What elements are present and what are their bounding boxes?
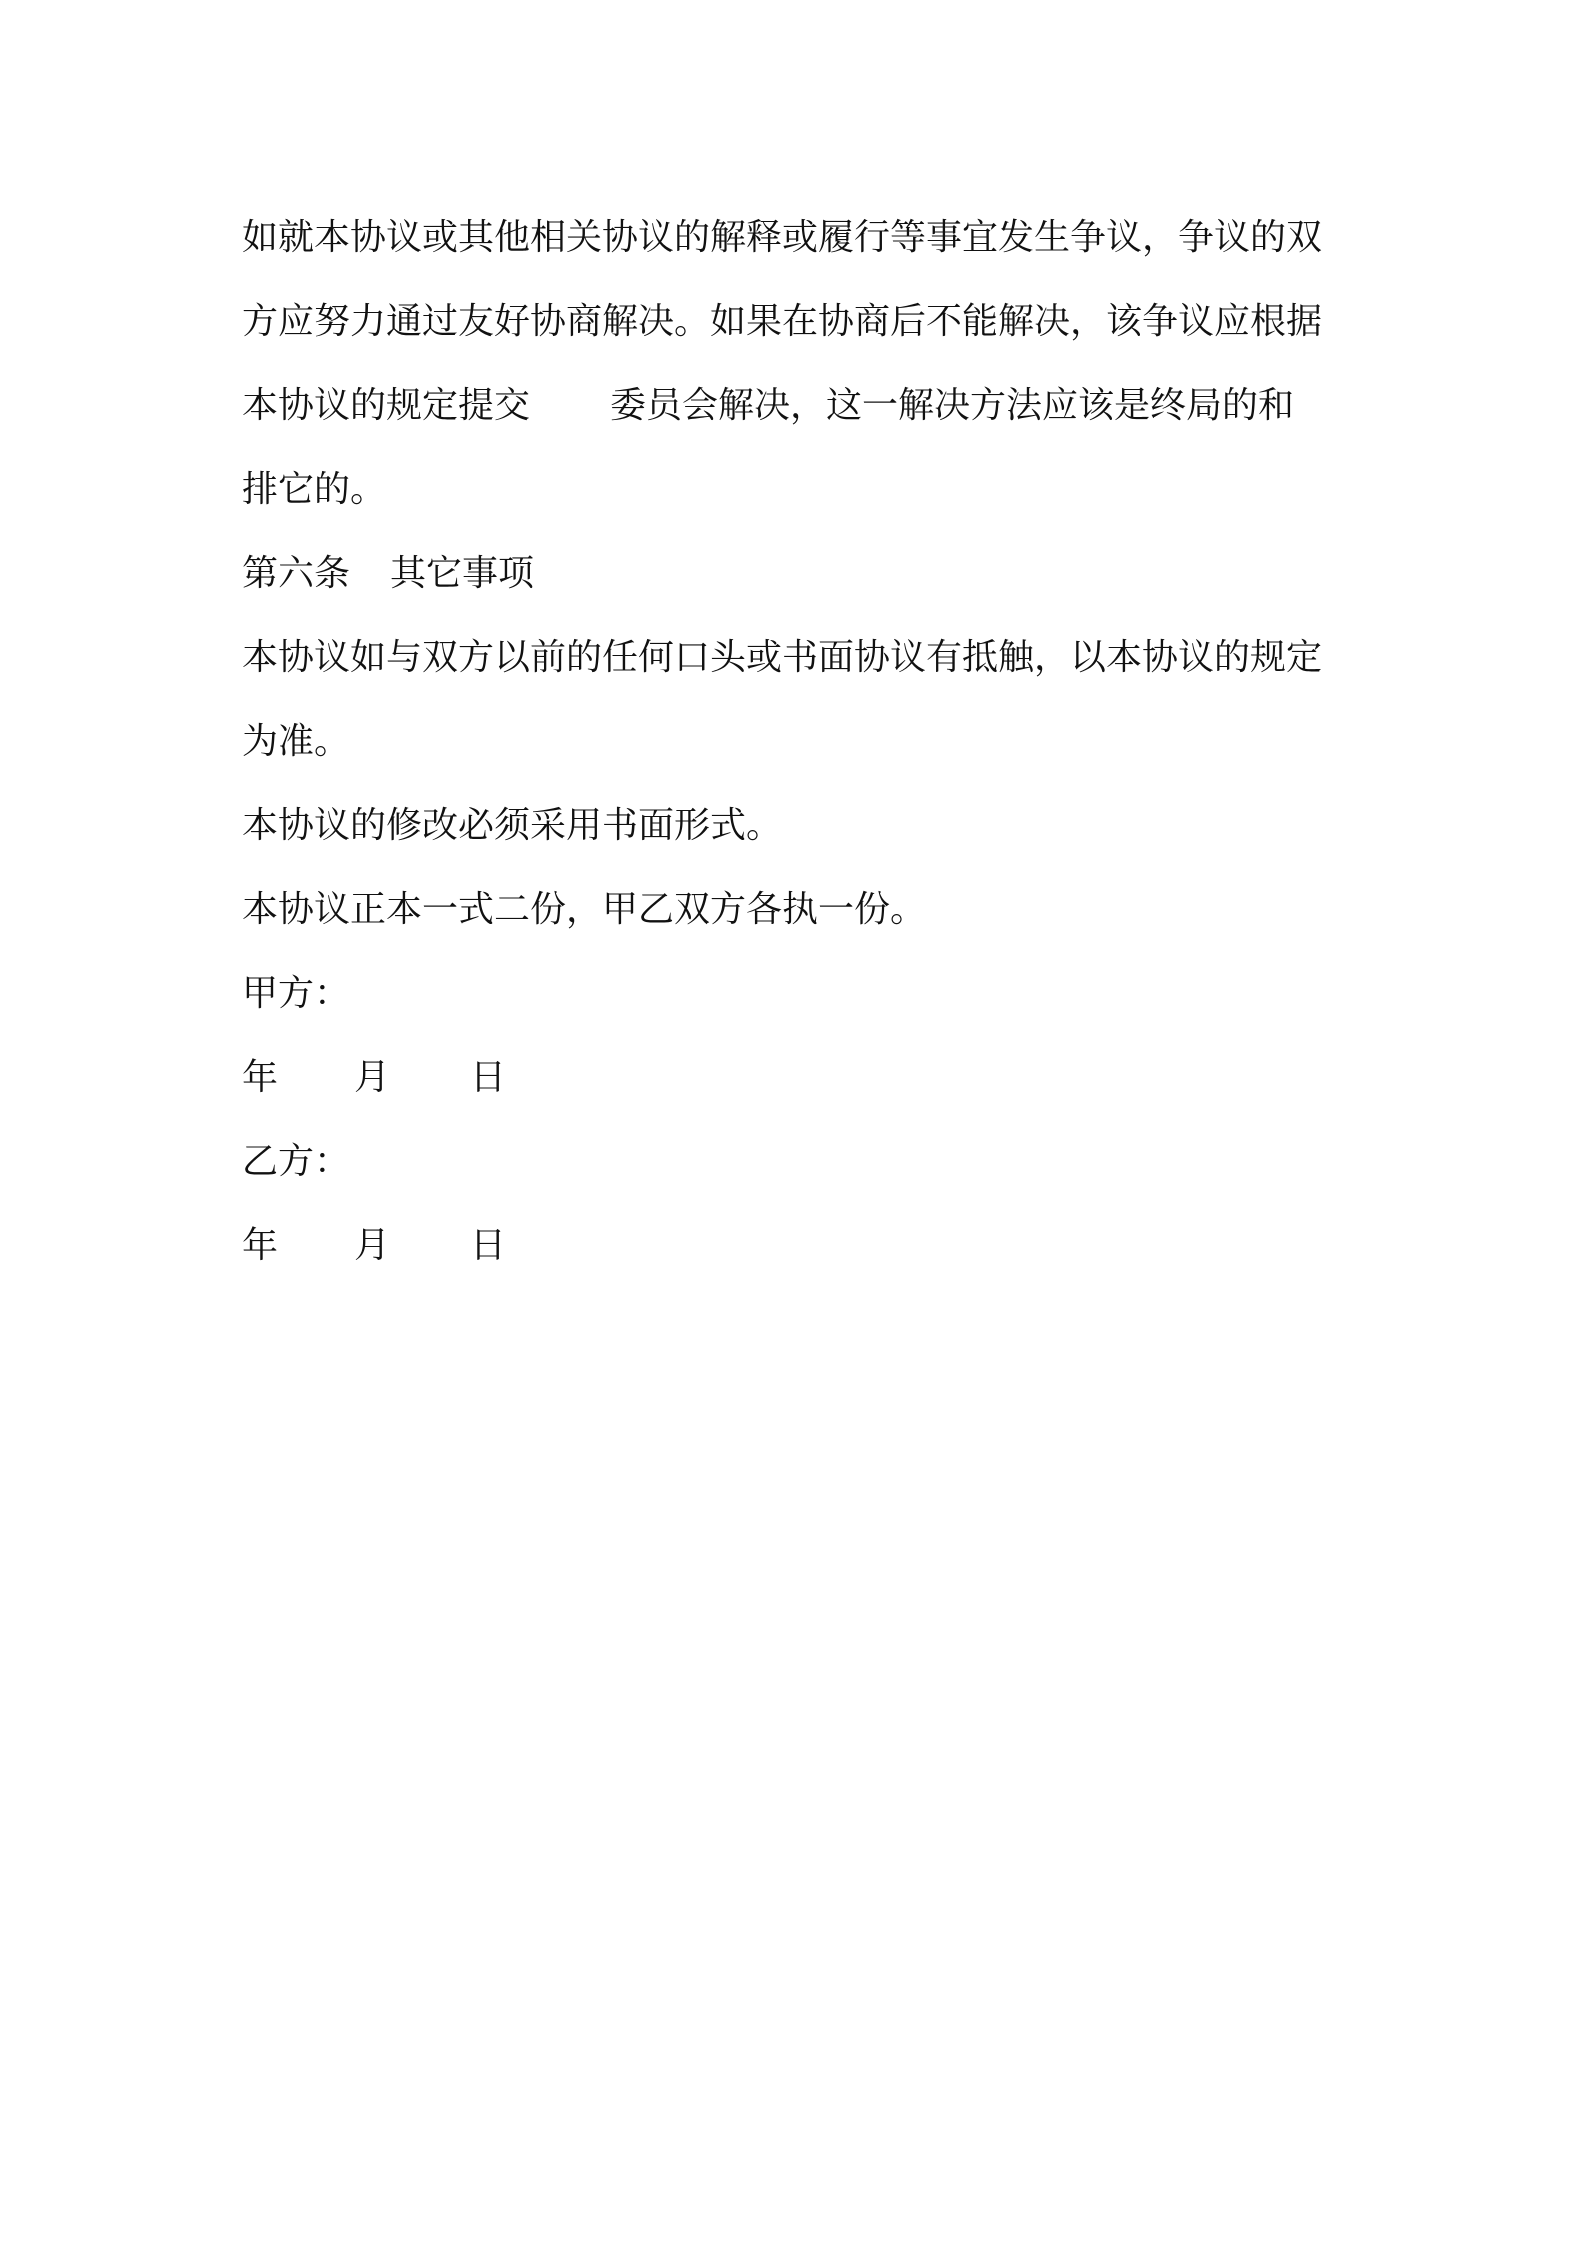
party-b-label: 乙方： (242, 1141, 351, 1182)
article-6-heading (242, 532, 1352, 616)
copies-clause: 本协议正本一式二份，甲乙双方各执一份。 (242, 889, 927, 930)
precedence-clause-line-2: 为准。 (242, 721, 351, 762)
party-a-month: 月 (354, 1057, 391, 1098)
dispute-paragraph-line-4: 排它的。 (242, 469, 387, 510)
dispute-paragraph-line-3-start: 本协议的规定提交 (242, 385, 531, 426)
party-a-date (242, 1036, 1352, 1120)
dispute-paragraph-line-1: 如就本协议或其他相关协议的解释或履行等事宜发生争议，争议的双 (242, 217, 1323, 258)
party-a-year: 年 (242, 1057, 279, 1098)
dispute-paragraph-line-2: 方应努力通过友好协商解决。如果在协商后不能解决，该争议应根据 (242, 301, 1323, 342)
precedence-clause-line-1: 本协议如与双方以前的任何口头或书面协议有抵触，以本协议的规定 (242, 637, 1323, 678)
document-body (242, 196, 1352, 1288)
dispute-paragraph-line-3-end: 委员会解决，这一解决方法应该是终局的和 (610, 385, 1295, 426)
article-6-title: 其它事项 (390, 553, 535, 594)
dispute-paragraph-line-3 (242, 364, 1352, 448)
party-a-label: 甲方： (242, 973, 351, 1014)
amendment-clause: 本协议的修改必须采用书面形式。 (242, 805, 783, 846)
party-b-month: 月 (354, 1225, 391, 1266)
article-6-number: 第六条 (242, 553, 351, 594)
party-b-day: 日 (470, 1225, 507, 1266)
party-b-year: 年 (242, 1225, 279, 1266)
party-b-date (242, 1204, 1352, 1288)
party-a-day: 日 (470, 1057, 507, 1098)
